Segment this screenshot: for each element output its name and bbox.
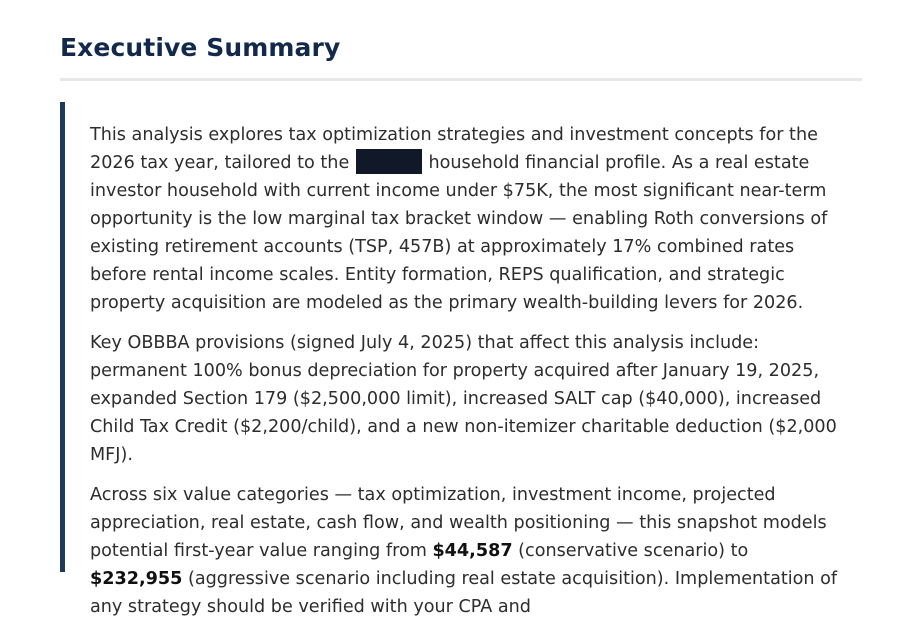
overview-text-start: This analysis explores tax optimization strategies and investment concepts for the 2026 tax year, tailored to the (90, 125, 818, 173)
callout-accent-bar (60, 102, 65, 572)
summary-paragraph-value-range (90, 481, 840, 621)
value-range-lead: Across six value categories — tax optimization, investment income, projected appreciation, real estate, cash flow, and wealth positioning — this snapshot models potential first-year value ranging from (90, 485, 827, 561)
value-range-middle: (conservative scenario) to (512, 541, 749, 561)
overview-text-end: household financial profile. As a real estate investor household with current income under $75K, the most significant near-term opportunity is the low marginal tax bracket window — enabling Roth conversions of existing retirement accounts (TSP, 457B) at approximately 17% combined rates before rental income scales. Entity formation, REPS qualification, and strategic property acquisition are modeled as the primary wealth-building levers for 2026. (90, 153, 828, 313)
value-range-tail: (aggressive scenario including real estate acquisition). Implementation of any strategy should be verified with your CPA and (90, 569, 838, 617)
conservative-value: $44,587 (432, 541, 513, 561)
section-title: Executive Summary (60, 33, 341, 62)
aggressive-value: $232,955 (90, 569, 183, 589)
redacted-name-block (356, 149, 422, 174)
summary-paragraph-overview (90, 121, 840, 317)
summary-callout (60, 102, 862, 617)
summary-paragraph-obbba: Key OBBBA provisions (signed July 4, 2025) that affect this analysis include: permanent 100% bonus depreciation for property acquired after January 19, 2025, expanded Section 179 ($2,500,000 limit), increased SALT cap ($40,000), increased Child Tax Credit ($2,200/child), and a new non-itemizer charitable deduction ($2,000 MFJ). (90, 333, 837, 465)
summary-body (90, 121, 840, 633)
title-divider (60, 78, 862, 81)
